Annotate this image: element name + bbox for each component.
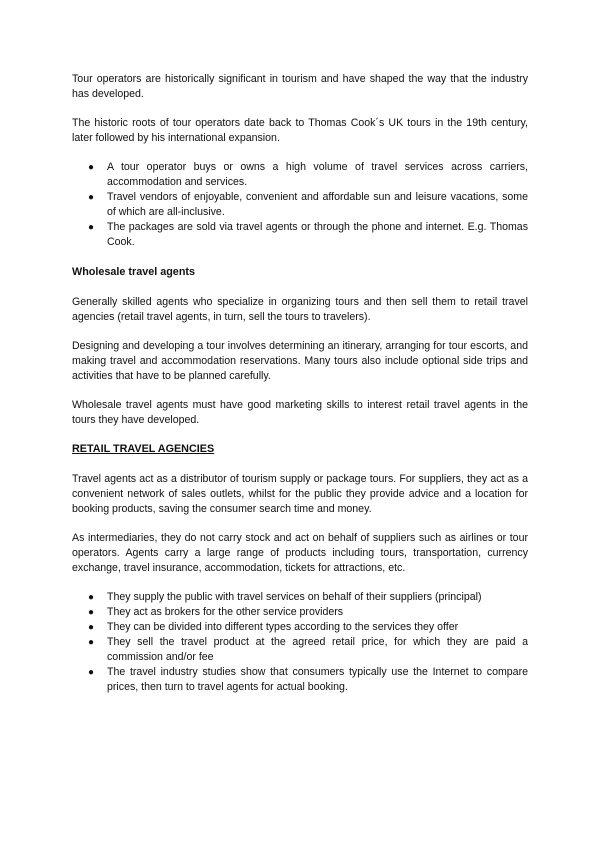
list-item-text: They sell the travel product at the agreed retail price, for which they are paid a commission and/or fee bbox=[107, 636, 528, 663]
list-item bbox=[72, 590, 528, 605]
intro-paragraph-1: Tour operators are historically significant in tourism and have shaped the way that the industry has developed. bbox=[72, 73, 528, 100]
list-item bbox=[72, 635, 528, 665]
list-item bbox=[72, 220, 528, 250]
wholesale-heading: Wholesale travel agents bbox=[72, 266, 196, 278]
list-item-text: The packages are sold via travel agents or through the phone and internet. E.g. Thomas Cook. bbox=[107, 221, 528, 248]
bullet-icon: ● bbox=[88, 622, 95, 633]
retail-paragraph-1: Travel agents act as a distributor of tourism supply or package tours. For suppliers, they act as a convenient network of sales outlets, whilst for the public they provide advice and a location for booking products, saving the consumer search time and money. bbox=[72, 473, 528, 515]
list-item bbox=[72, 620, 528, 635]
document-page bbox=[72, 72, 528, 710]
intro-bullet-list bbox=[72, 160, 528, 250]
bullet-icon: ● bbox=[88, 637, 95, 648]
bullet-icon: ● bbox=[88, 192, 95, 203]
wholesale-paragraph-3: Wholesale travel agents must have good marketing skills to interest retail travel agents in the tours they have developed. bbox=[72, 399, 528, 426]
list-item-text: They act as brokers for the other service providers bbox=[107, 606, 344, 618]
wholesale-paragraph-1: Generally skilled agents who specialize in organizing tours and then sell them to retail travel agencies (retail travel agents, in turn, sell the tours to travelers). bbox=[72, 296, 528, 323]
list-item bbox=[72, 605, 528, 620]
retail-heading: RETAIL TRAVEL AGENCIES bbox=[72, 443, 215, 455]
retail-bullet-list bbox=[72, 590, 528, 695]
bullet-icon: ● bbox=[88, 607, 95, 618]
list-item-text: A tour operator buys or owns a high volume of travel services across carriers, accommodation and services. bbox=[107, 161, 528, 188]
list-item bbox=[72, 160, 528, 190]
list-item-text: They supply the public with travel services on behalf of their suppliers (principal) bbox=[107, 591, 482, 603]
bullet-icon: ● bbox=[88, 162, 95, 173]
retail-paragraph-2: As intermediaries, they do not carry stock and act on behalf of suppliers such as airlines or tour operators. Agents carry a large range of products including tours, transportation, currency exchange, travel insurance, accommodation, tickets for attractions, etc. bbox=[72, 532, 528, 574]
list-item-text: Travel vendors of enjoyable, convenient and affordable sun and leisure vacations, some of which are all-inclusive. bbox=[107, 191, 528, 218]
list-item-text: They can be divided into different types according to the services they offer bbox=[107, 621, 459, 633]
list-item bbox=[72, 665, 528, 695]
bullet-icon: ● bbox=[88, 222, 95, 233]
bullet-icon: ● bbox=[88, 667, 95, 678]
list-item bbox=[72, 190, 528, 220]
bullet-icon: ● bbox=[88, 592, 95, 603]
intro-paragraph-2: The historic roots of tour operators date back to Thomas Cook´s UK tours in the 19th century, later followed by his international expansion. bbox=[72, 117, 528, 144]
wholesale-paragraph-2: Designing and developing a tour involves determining an itinerary, arranging for tour escorts, and making travel and accommodation reservations. Many tours also include optional side trips and activities that have to be planned carefully. bbox=[72, 340, 528, 382]
list-item-text: The travel industry studies show that consumers typically use the Internet to compare prices, then turn to travel agents for actual booking. bbox=[107, 666, 528, 693]
